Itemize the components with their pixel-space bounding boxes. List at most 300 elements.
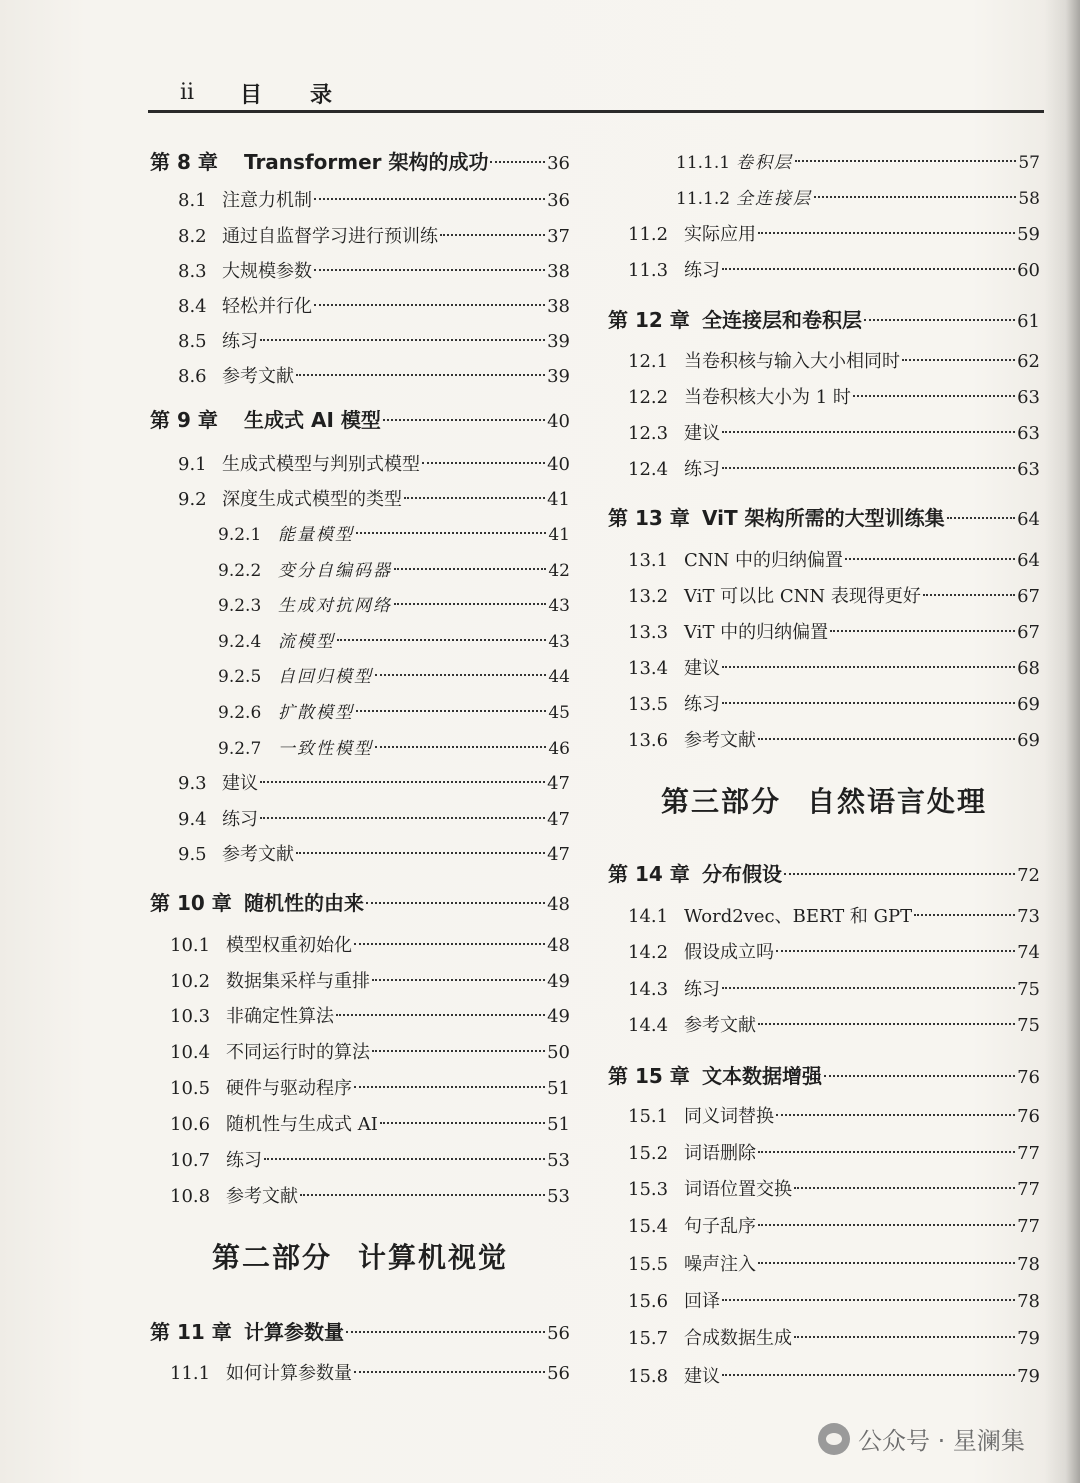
- toc-title: 建议: [684, 1366, 720, 1387]
- toc-section-entry[interactable]: [608, 582, 1040, 612]
- toc-number: 13.6: [628, 730, 669, 751]
- toc-page-number: 75: [1017, 979, 1040, 1000]
- toc-number: 10.7: [170, 1150, 211, 1171]
- part-title: 计算机视觉: [358, 1241, 509, 1274]
- dot-leader: [722, 702, 1015, 704]
- toc-page-number: 56: [547, 1363, 570, 1384]
- toc-chapter-entry[interactable]: [150, 146, 570, 176]
- watermark-text: 公众号 · 星澜集: [858, 1427, 1025, 1455]
- toc-page-number: 79: [1017, 1366, 1040, 1387]
- toc-section-entry[interactable]: [150, 1359, 570, 1389]
- toc-section-entry[interactable]: [608, 383, 1040, 413]
- toc-number: 第 12 章: [608, 308, 690, 332]
- toc-title: 随机性的由来: [244, 891, 364, 915]
- toc-section-entry[interactable]: [150, 292, 570, 322]
- dot-leader: [864, 319, 1015, 321]
- toc-number: 11.2: [628, 224, 669, 245]
- toc-page-number: 47: [547, 809, 570, 830]
- toc-title: 句子乱序: [684, 1216, 756, 1237]
- toc-title: Word2vec、BERT 和 GPT: [684, 906, 913, 927]
- toc-page-number: 39: [547, 366, 570, 387]
- toc-page-number: 43: [548, 632, 570, 652]
- dot-leader: [830, 630, 1015, 632]
- dot-leader: [383, 419, 545, 421]
- dot-leader: [784, 873, 1015, 875]
- toc-title: 练习: [226, 1150, 262, 1171]
- dot-leader: [795, 160, 1016, 162]
- toc-page-number: 47: [547, 773, 570, 794]
- dot-leader: [314, 304, 545, 306]
- toc-section-entry[interactable]: [608, 690, 1040, 720]
- toc-chapter-entry[interactable]: [608, 1060, 1040, 1090]
- toc-number: 15.3: [628, 1179, 669, 1200]
- toc-page-number: 77: [1017, 1216, 1040, 1237]
- toc-page-number: 47: [547, 844, 570, 865]
- dot-leader: [923, 594, 1015, 596]
- toc-page-number: 50: [547, 1042, 570, 1063]
- dot-leader: [354, 1086, 545, 1088]
- toc-page-number: 56: [547, 1323, 570, 1344]
- toc-section-entry[interactable]: [608, 654, 1040, 684]
- toc-page-number: 38: [547, 261, 570, 282]
- toc-page-number: 53: [547, 1150, 570, 1171]
- dot-leader: [758, 1224, 1015, 1226]
- toc-title: 练习: [684, 694, 720, 715]
- toc-number: 8.6: [178, 366, 207, 387]
- toc-page-number: 44: [548, 667, 570, 687]
- toc-title: ViT 可以比 CNN 表现得更好: [684, 586, 921, 607]
- part-heading: [150, 1236, 570, 1276]
- toc-title: 参考文献: [684, 1015, 756, 1036]
- toc-title: 建议: [684, 658, 720, 679]
- toc-page-number: 76: [1017, 1067, 1040, 1088]
- toc-title: 流模型: [278, 632, 335, 652]
- toc-page-number: 79: [1017, 1328, 1040, 1349]
- header-rule: [148, 110, 1044, 113]
- toc-number: 12.3: [628, 423, 669, 444]
- toc-chapter-entry[interactable]: [608, 304, 1040, 334]
- toc-number: 11.1.2: [676, 189, 731, 209]
- toc-number: 12.1: [628, 351, 669, 372]
- dot-leader: [356, 532, 546, 534]
- toc-title: 实际应用: [684, 224, 756, 245]
- toc-page-number: 37: [547, 226, 570, 247]
- toc-number: 14.3: [628, 979, 669, 1000]
- toc-title: 练习: [684, 459, 720, 480]
- dot-leader: [380, 1122, 545, 1124]
- toc-title: 参考文献: [222, 366, 294, 387]
- dot-leader: [814, 196, 1016, 198]
- toc-number: 10.8: [170, 1186, 211, 1207]
- toc-number: 8.1: [178, 190, 207, 211]
- toc-title: 当卷积核大小为 1 时: [684, 387, 851, 408]
- toc-subsection-entry[interactable]: [150, 734, 570, 764]
- toc-title: 生成式模型与判别式模型: [222, 454, 420, 475]
- dot-leader: [824, 1075, 1015, 1077]
- toc-title: Transformer 架构的成功: [244, 150, 489, 174]
- dot-leader: [440, 234, 545, 236]
- toc-number: 15.1: [628, 1106, 669, 1127]
- toc-subsection-entry[interactable]: [150, 698, 570, 728]
- dot-leader: [722, 467, 1015, 469]
- watermark: [818, 1421, 1025, 1456]
- toc-title: 参考文献: [222, 844, 294, 865]
- toc-subsection-entry[interactable]: [608, 184, 1040, 214]
- toc-number: 9.1: [178, 454, 207, 475]
- toc-title: ViT 中的归纳偏置: [684, 622, 829, 643]
- toc-title: 全连接层和卷积层: [702, 308, 862, 332]
- toc-section-entry[interactable]: [150, 362, 570, 392]
- toc-title: 词语位置交换: [684, 1179, 792, 1200]
- dot-leader: [794, 1187, 1015, 1189]
- toc-page-number: 49: [547, 971, 570, 992]
- header-page-number: ii: [180, 80, 195, 105]
- toc-title: 如何计算参数量: [226, 1363, 352, 1384]
- toc-subsection-entry[interactable]: [150, 520, 570, 550]
- toc-number: 第 11 章: [150, 1320, 232, 1344]
- toc-subsection-entry[interactable]: [150, 627, 570, 657]
- toc-page-number: 49: [547, 1006, 570, 1027]
- toc-title: 练习: [684, 979, 720, 1000]
- toc-section-entry[interactable]: [608, 1362, 1040, 1392]
- toc-section-entry[interactable]: [608, 546, 1040, 576]
- dot-leader: [260, 339, 545, 341]
- toc-section-entry[interactable]: [608, 1102, 1040, 1132]
- dot-leader: [314, 269, 545, 271]
- toc-page-number: 63: [1017, 387, 1040, 408]
- toc-section-entry[interactable]: [150, 485, 570, 515]
- toc-chapter-entry[interactable]: [150, 1316, 570, 1346]
- toc-title: 大规模参数: [222, 261, 312, 282]
- dot-leader: [354, 943, 545, 945]
- toc-title: 噪声注入: [684, 1254, 756, 1275]
- dot-leader: [260, 781, 545, 783]
- toc-page-number: 42: [548, 561, 570, 581]
- toc-section-entry[interactable]: [608, 455, 1040, 485]
- page-edge-shadow: [1044, 0, 1080, 1483]
- toc-title: 通过自监督学习进行预训练: [222, 226, 438, 247]
- toc-chapter-entry[interactable]: [608, 502, 1040, 532]
- toc-number: 15.8: [628, 1366, 669, 1387]
- toc-page-number: 62: [1017, 351, 1040, 372]
- toc-page-number: 61: [1017, 311, 1040, 332]
- running-header: [148, 74, 1044, 114]
- dot-leader: [356, 710, 546, 712]
- toc-title: 同义词替换: [684, 1106, 774, 1127]
- toc-number: 13.1: [628, 550, 669, 571]
- toc-page-number: 74: [1017, 942, 1040, 963]
- toc-section-entry[interactable]: [150, 1002, 570, 1032]
- dot-leader: [372, 979, 545, 981]
- toc-page-number: 60: [1017, 260, 1040, 281]
- toc-number: 9.3: [178, 773, 207, 794]
- toc-number: 第 14 章: [608, 862, 690, 886]
- dot-leader: [337, 639, 546, 641]
- toc-title: 当卷积核与输入大小相同时: [684, 351, 900, 372]
- toc-title: 练习: [222, 809, 258, 830]
- header-title: 目录: [240, 82, 381, 108]
- dot-leader: [722, 268, 1015, 270]
- toc-title: 练习: [684, 260, 720, 281]
- toc-section-entry[interactable]: [608, 256, 1040, 286]
- toc-title: 分布假设: [702, 862, 782, 886]
- toc-page-number: 78: [1017, 1291, 1040, 1312]
- toc-number: 第 13 章: [608, 506, 690, 530]
- toc-chapter-entry[interactable]: [150, 404, 570, 434]
- toc-page-number: 76: [1017, 1106, 1040, 1127]
- dot-leader: [794, 1336, 1015, 1338]
- toc-title: 参考文献: [684, 730, 756, 751]
- toc-chapter-entry[interactable]: [150, 887, 570, 917]
- toc-number: 9.2.5: [218, 667, 262, 687]
- toc-section-entry[interactable]: [608, 1175, 1040, 1205]
- part-heading: [608, 780, 1040, 820]
- toc-section-entry[interactable]: [150, 257, 570, 287]
- toc-page-number: 59: [1017, 224, 1040, 245]
- dot-leader: [314, 198, 545, 200]
- toc-section-entry[interactable]: [150, 1110, 570, 1140]
- toc-page-number: 64: [1017, 550, 1040, 571]
- toc-section-entry[interactable]: [150, 186, 570, 216]
- dot-leader: [947, 517, 1016, 519]
- dot-leader: [722, 431, 1015, 433]
- toc-section-entry[interactable]: [608, 347, 1040, 377]
- toc-page-number: 63: [1017, 423, 1040, 444]
- dot-leader: [845, 558, 1015, 560]
- dot-leader: [366, 902, 545, 904]
- toc-section-entry[interactable]: [608, 902, 1040, 932]
- dot-leader: [296, 852, 545, 854]
- toc-number: 9.2.4: [218, 632, 262, 652]
- toc-title: 假设成立吗: [684, 942, 774, 963]
- toc-section-entry[interactable]: [608, 419, 1040, 449]
- toc-number: 11.1: [170, 1363, 211, 1384]
- toc-number: 10.2: [170, 971, 211, 992]
- toc-section-entry[interactable]: [608, 220, 1040, 250]
- toc-title: 建议: [222, 773, 258, 794]
- dot-leader: [758, 232, 1015, 234]
- toc-page-number: 36: [547, 153, 570, 174]
- toc-number: 15.7: [628, 1328, 669, 1349]
- dot-leader: [354, 1371, 545, 1373]
- toc-number: 9.5: [178, 844, 207, 865]
- toc-section-entry[interactable]: [150, 327, 570, 357]
- toc-section-entry[interactable]: [150, 450, 570, 480]
- dot-leader: [336, 1014, 545, 1016]
- toc-number: 13.3: [628, 622, 669, 643]
- toc-title: 计算参数量: [244, 1320, 344, 1344]
- dot-leader: [394, 603, 546, 605]
- toc-number: 11.1.1: [676, 153, 731, 173]
- toc-number: 11.3: [628, 260, 669, 281]
- toc-title: 文本数据增强: [702, 1064, 822, 1088]
- toc-title: 注意力机制: [222, 190, 312, 211]
- toc-title: 参考文献: [226, 1186, 298, 1207]
- toc-number: 12.4: [628, 459, 669, 480]
- toc-title: 硬件与驱动程序: [226, 1078, 352, 1099]
- toc-page-number: 77: [1017, 1143, 1040, 1164]
- toc-title: 轻松并行化: [222, 296, 312, 317]
- toc-page-number: 40: [547, 411, 570, 432]
- toc-page-number: 72: [1017, 865, 1040, 886]
- toc-page-number: 63: [1017, 459, 1040, 480]
- toc-section-entry[interactable]: [150, 805, 570, 835]
- toc-title: 合成数据生成: [684, 1328, 792, 1349]
- toc-number: 14.2: [628, 942, 669, 963]
- toc-page-number: 68: [1017, 658, 1040, 679]
- toc-title: 生成式 AI 模型: [244, 408, 381, 432]
- dot-leader: [722, 1374, 1015, 1376]
- dot-leader: [758, 738, 1015, 740]
- toc-page-number: 69: [1017, 694, 1040, 715]
- toc-number: 9.4: [178, 809, 207, 830]
- dot-leader: [758, 1151, 1015, 1153]
- toc-page-number: 58: [1018, 189, 1040, 209]
- toc-page-number: 51: [547, 1078, 570, 1099]
- toc-number: 10.1: [170, 935, 211, 956]
- toc-number: 15.4: [628, 1216, 669, 1237]
- toc-title: ViT 架构所需的大型训练集: [702, 506, 945, 530]
- toc-number: 15.6: [628, 1291, 669, 1312]
- toc-subsection-entry[interactable]: [150, 662, 570, 692]
- toc-page-number: 36: [547, 190, 570, 211]
- wechat-icon: [818, 1423, 850, 1455]
- toc-page-number: 69: [1017, 730, 1040, 751]
- toc-number: 14.4: [628, 1015, 669, 1036]
- toc-section-entry[interactable]: [608, 618, 1040, 648]
- toc-section-entry[interactable]: [150, 931, 570, 961]
- toc-number: 8.5: [178, 331, 207, 352]
- toc-number: 15.2: [628, 1143, 669, 1164]
- toc-page-number: 39: [547, 331, 570, 352]
- toc-number: 12.2: [628, 387, 669, 408]
- toc-page-number: 67: [1017, 586, 1040, 607]
- toc-section-entry[interactable]: [608, 1139, 1040, 1169]
- toc-subsection-entry[interactable]: [608, 148, 1040, 178]
- dot-leader: [722, 987, 1015, 989]
- dot-leader: [375, 674, 546, 676]
- dot-leader: [296, 374, 545, 376]
- toc-section-entry[interactable]: [608, 1212, 1040, 1242]
- toc-page-number: 43: [548, 596, 570, 616]
- dot-leader: [758, 1262, 1015, 1264]
- toc-title: 变分自编码器: [278, 561, 392, 581]
- toc-number: 9.2.3: [218, 596, 262, 616]
- dot-leader: [722, 666, 1015, 668]
- toc-number: 8.4: [178, 296, 207, 317]
- toc-page-number: 57: [1018, 153, 1040, 173]
- toc-number: 9.2: [178, 489, 207, 510]
- toc-subsection-entry[interactable]: [150, 556, 570, 586]
- toc-page-number: 38: [547, 296, 570, 317]
- toc-section-entry[interactable]: [608, 1011, 1040, 1041]
- toc-section-entry[interactable]: [150, 769, 570, 799]
- toc-number: 第 15 章: [608, 1064, 690, 1088]
- toc-title: 自回归模型: [278, 667, 373, 687]
- toc-page-number: 48: [547, 935, 570, 956]
- toc-subsection-entry[interactable]: [150, 591, 570, 621]
- toc-section-entry[interactable]: [608, 1250, 1040, 1280]
- toc-section-entry[interactable]: [608, 938, 1040, 968]
- toc-title: 练习: [222, 331, 258, 352]
- toc-page-number: 48: [547, 894, 570, 915]
- toc-title: 全连接层: [736, 189, 812, 209]
- toc-chapter-entry[interactable]: [608, 858, 1040, 888]
- toc-title: 能量模型: [278, 525, 354, 545]
- dot-leader: [300, 1194, 545, 1196]
- toc-number: 9.2.6: [218, 703, 262, 723]
- dot-leader: [422, 462, 545, 464]
- toc-number: 8.3: [178, 261, 207, 282]
- toc-number: 9.2.1: [218, 525, 262, 545]
- toc-number: 10.5: [170, 1078, 211, 1099]
- toc-number: 9.2.2: [218, 561, 262, 581]
- toc-section-entry[interactable]: [608, 1324, 1040, 1354]
- toc-number: 8.2: [178, 226, 207, 247]
- dot-leader: [902, 359, 1015, 361]
- dot-leader: [372, 1050, 545, 1052]
- toc-number: 13.5: [628, 694, 669, 715]
- toc-number: 15.5: [628, 1254, 669, 1275]
- toc-number: 第 9 章: [150, 408, 218, 432]
- toc-title: 随机性与生成式 AI: [226, 1114, 378, 1135]
- toc-page-number: 73: [1017, 906, 1040, 927]
- dot-leader: [264, 1158, 545, 1160]
- toc-number: 第 10 章: [150, 891, 232, 915]
- dot-leader: [394, 568, 546, 570]
- toc-page-number: 75: [1017, 1015, 1040, 1036]
- toc-number: 10.4: [170, 1042, 211, 1063]
- toc-section-entry[interactable]: [608, 726, 1040, 756]
- part-number: 第三部分: [660, 785, 781, 818]
- toc-title: 非确定性算法: [226, 1006, 334, 1027]
- toc-section-entry[interactable]: [150, 222, 570, 252]
- toc-section-entry[interactable]: [150, 1074, 570, 1104]
- toc-title: 模型权重初始化: [226, 935, 352, 956]
- dot-leader: [722, 1299, 1015, 1301]
- toc-number: 10.3: [170, 1006, 211, 1027]
- dot-leader: [853, 395, 1015, 397]
- toc-page-number: 77: [1017, 1179, 1040, 1200]
- dot-leader: [260, 817, 545, 819]
- toc-number: 9.2.7: [218, 739, 262, 759]
- toc-section-entry[interactable]: [608, 1287, 1040, 1317]
- toc-number: 13.4: [628, 658, 669, 679]
- toc-section-entry[interactable]: [150, 1182, 570, 1212]
- toc-section-entry[interactable]: [150, 840, 570, 870]
- toc-section-entry[interactable]: [150, 1146, 570, 1176]
- dot-leader: [776, 1114, 1015, 1116]
- toc-number: 13.2: [628, 586, 669, 607]
- toc-section-entry[interactable]: [150, 967, 570, 997]
- toc-title: CNN 中的归纳偏置: [684, 550, 843, 571]
- toc-title: 词语删除: [684, 1143, 756, 1164]
- toc-title: 卷积层: [736, 153, 793, 173]
- toc-page-number: 67: [1017, 622, 1040, 643]
- toc-title: 一致性模型: [278, 739, 373, 759]
- toc-title: 生成对抗网络: [278, 596, 392, 616]
- toc-number: 14.1: [628, 906, 669, 927]
- toc-page-number: 64: [1017, 509, 1040, 530]
- toc-page-number: 51: [547, 1114, 570, 1135]
- dot-leader: [914, 914, 1015, 916]
- toc-section-entry[interactable]: [150, 1038, 570, 1068]
- toc-title: 不同运行时的算法: [226, 1042, 370, 1063]
- toc-number: 第 8 章: [150, 150, 218, 174]
- dot-leader: [346, 1331, 545, 1333]
- toc-section-entry[interactable]: [608, 975, 1040, 1005]
- dot-leader: [404, 497, 545, 499]
